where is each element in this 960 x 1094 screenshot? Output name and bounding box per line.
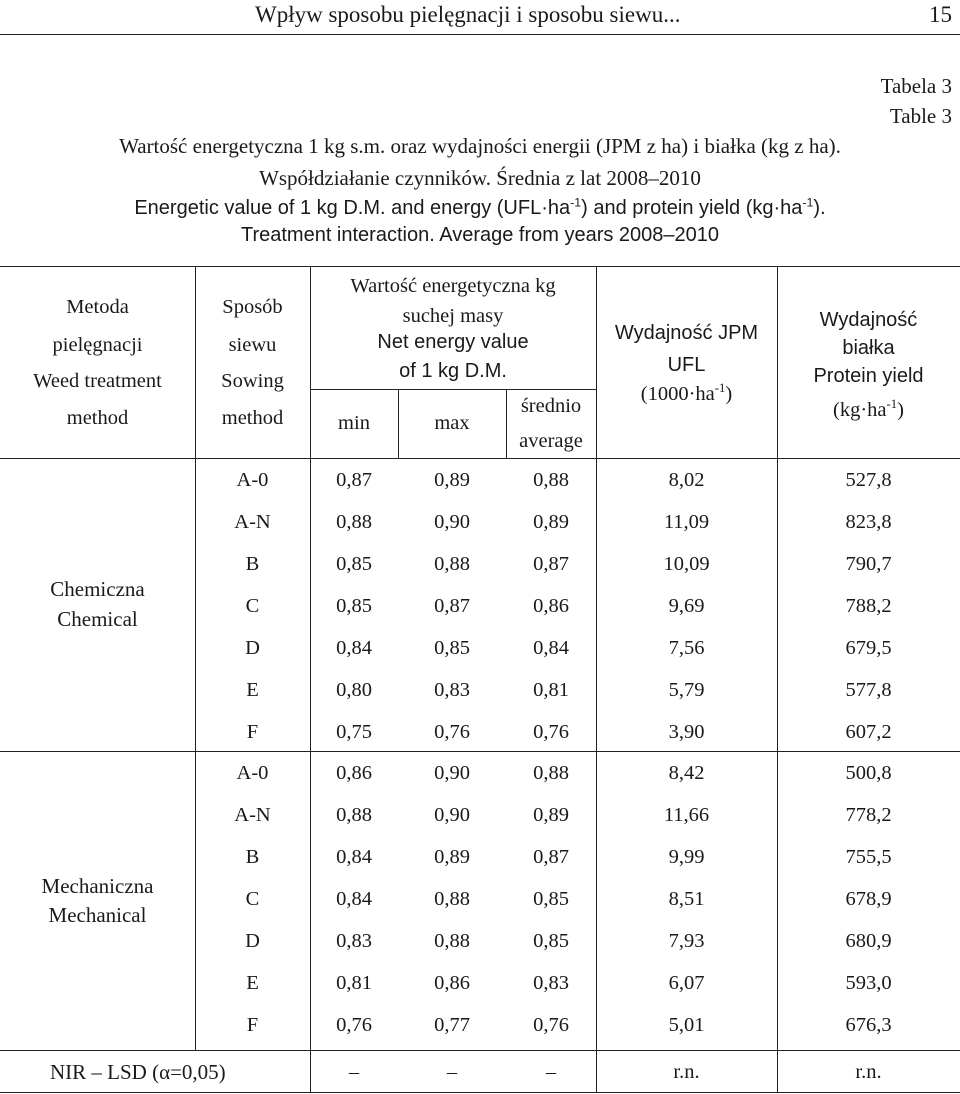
cell-jpm: 8,02	[668, 469, 705, 491]
cell-max: 0,83	[434, 679, 470, 701]
cell-jpm: 3,90	[668, 721, 705, 743]
cell-protein: 679,5	[845, 637, 892, 659]
cell-average: 0,81	[533, 679, 569, 701]
cell-max: 0,86	[434, 972, 470, 994]
cell-sowing: D	[245, 930, 260, 952]
cell-average: 0,88	[533, 762, 569, 784]
table-top-rule	[0, 266, 960, 267]
header-sowing-line3: Sowing	[221, 370, 284, 392]
cell-average: 0,76	[533, 721, 569, 743]
header-energy-line1: Wartość energetyczna kg	[350, 275, 556, 297]
header-jpm-line2: UFL	[667, 354, 706, 376]
lsd-max: –	[446, 1061, 458, 1083]
cell-average: 0,85	[533, 888, 569, 910]
cell-jpm: 9,69	[668, 595, 705, 617]
cell-min: 0,87	[336, 469, 372, 491]
header-jpm-line1: Wydajność JPM	[614, 322, 759, 344]
cell-max: 0,90	[434, 804, 470, 826]
cell-sowing: A-N	[234, 804, 271, 826]
cell-sowing: E	[246, 972, 259, 994]
cell-jpm: 7,56	[668, 637, 705, 659]
cell-min: 0,85	[336, 553, 372, 575]
cell-min: 0,88	[336, 804, 372, 826]
cell-sowing: B	[245, 846, 260, 868]
cell-min: 0,86	[336, 762, 372, 784]
lsd-label: NIR – LSD (α=0,05)	[50, 1060, 226, 1084]
cell-protein: 500,8	[845, 762, 892, 784]
cell-min: 0,81	[336, 972, 372, 994]
caption-pl-line2: Współdziałanie czynników. Średnia z lat 2008–2010	[259, 166, 701, 190]
cell-max: 0,89	[434, 469, 470, 491]
cell-sowing: F	[246, 1014, 259, 1036]
header-sowing-line2: siewu	[228, 334, 277, 356]
header-protein-line2: białka	[842, 337, 895, 359]
cell-protein: 678,9	[845, 888, 892, 910]
cell-jpm: 6,07	[668, 972, 705, 994]
running-head	[0, 0, 960, 36]
cell-max: 0,76	[434, 721, 470, 743]
cell-sowing: E	[246, 679, 259, 701]
cell-jpm: 11,09	[663, 511, 710, 533]
cell-jpm: 10,09	[663, 553, 710, 575]
group-label-mechanical-pl: Mechaniczna	[41, 874, 154, 898]
cell-max: 0,90	[434, 762, 470, 784]
cell-max: 0,88	[434, 553, 470, 575]
cell-protein: 778,2	[845, 804, 892, 826]
cell-max: 0,77	[434, 1014, 470, 1036]
header-rule	[0, 34, 960, 35]
cell-sowing: D	[245, 637, 260, 659]
cell-average: 0,84	[533, 637, 569, 659]
cell-protein: 680,9	[845, 930, 892, 952]
header-average-pl: średnio	[520, 395, 582, 417]
cell-protein: 823,8	[845, 511, 892, 533]
header-sowing-line4: method	[221, 407, 284, 429]
cell-average: 0,89	[533, 511, 569, 533]
group-label-chemical-en: Chemical	[57, 607, 138, 631]
cell-max: 0,85	[434, 637, 470, 659]
cell-sowing: F	[246, 721, 259, 743]
group-label-mechanical-en: Mechanical	[48, 903, 147, 927]
cell-min: 0,75	[336, 721, 372, 743]
lsd-min: –	[348, 1061, 360, 1083]
cell-jpm: 9,99	[668, 846, 705, 868]
header-jpm-line3: $(1000\cdot ha^{-1})$	[640, 381, 733, 405]
cell-protein: 577,8	[845, 679, 892, 701]
header-weed-line3: Weed treatment	[33, 370, 162, 392]
lsd-average: –	[545, 1061, 557, 1083]
cell-max: 0,89	[434, 846, 470, 868]
header-protein-line3: Protein yield	[813, 365, 924, 387]
cell-min: 0,84	[336, 888, 372, 910]
cell-min: 0,83	[336, 930, 372, 952]
cell-max: 0,88	[434, 930, 470, 952]
cell-average: 0,87	[533, 846, 569, 868]
cell-jpm: 11,66	[663, 804, 710, 826]
table-label-en: Table 3	[889, 104, 952, 128]
header-energy-line3: Net energy value	[377, 331, 529, 353]
cell-protein: 755,5	[845, 846, 892, 868]
header-energy-line2: suchej masy	[402, 305, 504, 327]
cell-average: 0,85	[533, 930, 569, 952]
table-label-pl: Tabela 3	[880, 74, 952, 98]
header-max: max	[434, 412, 470, 434]
cell-sowing: A-N	[234, 511, 271, 533]
caption-en-line1: Energetic value of 1 kg D.M. and energy $(UFL\cdot ha^{-1})$ and protein yield $(kg\cdot ha^{-1})$.	[134, 195, 826, 219]
page-number: 15	[929, 2, 952, 27]
running-title: Wpływ sposobu pielęgnacji i sposobu siewu...	[255, 2, 681, 27]
header-protein-line1: Wydajność	[819, 309, 918, 331]
cell-average: 0,83	[533, 972, 569, 994]
cell-jpm: 8,42	[668, 762, 705, 784]
cell-protein: 788,2	[845, 595, 892, 617]
header-weed-line1: Metoda	[66, 296, 129, 318]
header-sowing-line1: Sposób	[222, 296, 283, 318]
cell-protein: 527,8	[845, 469, 892, 491]
cell-average: 0,89	[533, 804, 569, 826]
cell-jpm: 5,79	[668, 679, 705, 701]
lsd-protein: r.n.	[855, 1061, 882, 1083]
cell-average: 0,76	[533, 1014, 569, 1036]
cell-average: 0,88	[533, 469, 569, 491]
cell-sowing: A-0	[236, 469, 269, 491]
cell-min: 0,80	[336, 679, 372, 701]
header-average-en: average	[519, 430, 583, 452]
cell-max: 0,90	[434, 511, 470, 533]
cell-sowing: A-0	[236, 762, 269, 784]
cell-average: 0,87	[533, 553, 569, 575]
header-protein-line4: $(kg\cdot ha^{-1})$	[833, 397, 904, 421]
cell-sowing: B	[245, 553, 260, 575]
cell-max: 0,87	[434, 595, 470, 617]
group-label-chemical-pl: Chemiczna	[50, 577, 145, 601]
caption-en-line2: Treatment interaction. Average from years 2008–2010	[240, 224, 720, 246]
cell-protein: 593,0	[845, 972, 892, 994]
cell-sowing: C	[245, 888, 260, 910]
header-energy-line4: of 1 kg D.M.	[399, 360, 507, 382]
header-weed-line2: pielęgnacji	[52, 334, 143, 356]
lsd-jpm: r.n.	[673, 1061, 700, 1083]
cell-min: 0,84	[336, 846, 372, 868]
header-weed-line4: method	[66, 407, 129, 429]
cell-jpm: 7,93	[668, 930, 705, 952]
cell-min: 0,76	[336, 1014, 372, 1036]
cell-max: 0,88	[434, 888, 470, 910]
cell-min: 0,88	[336, 511, 372, 533]
cell-jpm: 5,01	[668, 1014, 705, 1036]
cell-min: 0,85	[336, 595, 372, 617]
cell-average: 0,86	[533, 595, 569, 617]
header-min: min	[338, 412, 370, 434]
caption-pl-line1: Wartość energetyczna 1 kg s.m. oraz wydajności energii (JPM z ha) i białka (kg z ha).	[119, 134, 841, 158]
cell-protein: 607,2	[845, 721, 892, 743]
cell-sowing: C	[245, 595, 260, 617]
cell-jpm: 8,51	[668, 888, 705, 910]
cell-min: 0,84	[336, 637, 372, 659]
cell-protein: 790,7	[845, 553, 892, 575]
cell-protein: 676,3	[845, 1014, 892, 1036]
